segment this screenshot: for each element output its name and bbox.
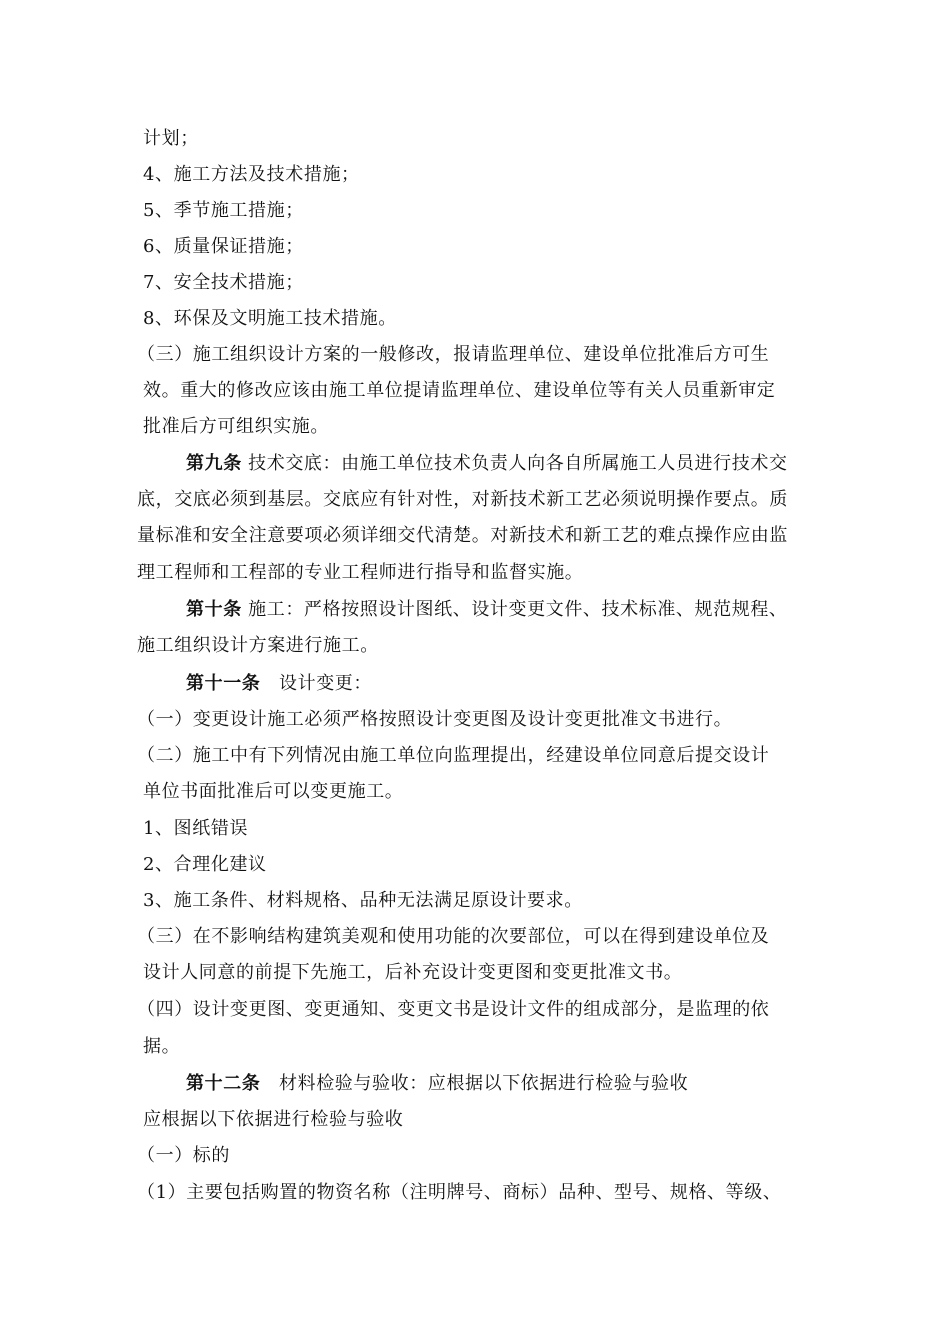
text-line: 据。: [143, 1036, 181, 1057]
text-line: 批准后方可组织实施。: [143, 416, 329, 437]
list-item: 4、施工方法及技术措施；: [143, 164, 360, 185]
list-item: 1、图纸错误: [143, 818, 249, 839]
list-item: 3、施工条件、材料规格、品种无法满足原设计要求。: [143, 890, 583, 911]
text-line: （一）变更设计施工必须严格按照设计变更图及设计变更批准文书进行。: [137, 709, 733, 730]
text-line: 效。重大的修改应该由施工单位提请监理单位、建设单位等有关人员重新审定: [143, 380, 776, 401]
text-line: （三）在不影响结构建筑美观和使用功能的次要部位，可以在得到建设单位及: [137, 926, 770, 947]
text-line: （二）施工中有下列情况由施工单位向监理提出，经建设单位同意后提交设计: [137, 745, 770, 766]
list-item: 6、质量保证措施；: [143, 236, 304, 257]
article-12-heading: 第十二条: [186, 1073, 261, 1094]
text-line: （1）主要包括购置的物资名称（注明牌号、商标）品种、型号、规格、等级、: [137, 1182, 782, 1203]
text-line: 单位书面批准后可以变更施工。: [143, 781, 404, 802]
article-9-line: [186, 452, 788, 476]
text-line: 设计人同意的前提下先施工，后补充设计变更图和变更批准文书。: [143, 962, 683, 983]
article-9-heading: 第九条: [186, 453, 242, 474]
text-line: 施工组织设计方案进行施工。: [137, 635, 379, 656]
list-item: 2、合理化建议: [143, 854, 267, 875]
text-line: （一）标的: [137, 1145, 230, 1166]
text-line: 计划；: [143, 128, 199, 149]
list-item: 7、安全技术措施；: [143, 272, 304, 293]
list-item: 5、季节施工措施；: [143, 200, 304, 221]
article-11-text: 设计变更：: [260, 673, 373, 694]
article-11-line: [186, 672, 372, 696]
article-10-heading: 第十条: [186, 599, 242, 620]
article-9-text: 技术交底：由施工单位技术负责人向各自所属施工人员进行技术交: [241, 453, 788, 474]
article-10-line: [186, 598, 788, 622]
text-line: 理工程师和工程部的专业工程师进行指导和监督实施。: [137, 562, 584, 583]
text-line: （三）施工组织设计方案的一般修改，报请监理单位、建设单位批准后方可生: [137, 344, 770, 365]
text-line: 应根据以下依据进行检验与验收: [143, 1109, 404, 1130]
article-10-text: 施工：严格按照设计图纸、设计变更文件、技术标准、规范规程、: [241, 599, 788, 620]
article-11-heading: 第十一条: [186, 673, 261, 694]
article-12-line: [186, 1072, 688, 1096]
text-line: 量标准和安全注意要项必须详细交代清楚。对新技术和新工艺的难点操作应由监: [137, 525, 788, 546]
list-item: 8、环保及文明施工技术措施。: [143, 308, 397, 329]
text-line: （四）设计变更图、变更通知、变更文书是设计文件的组成部分，是监理的依: [137, 999, 770, 1020]
article-12-text: 材料检验与验收：应根据以下依据进行检验与验收: [260, 1073, 689, 1094]
text-line: 底，交底必须到基层。交底应有针对性，对新技术新工艺必须说明操作要点。质: [137, 489, 788, 510]
